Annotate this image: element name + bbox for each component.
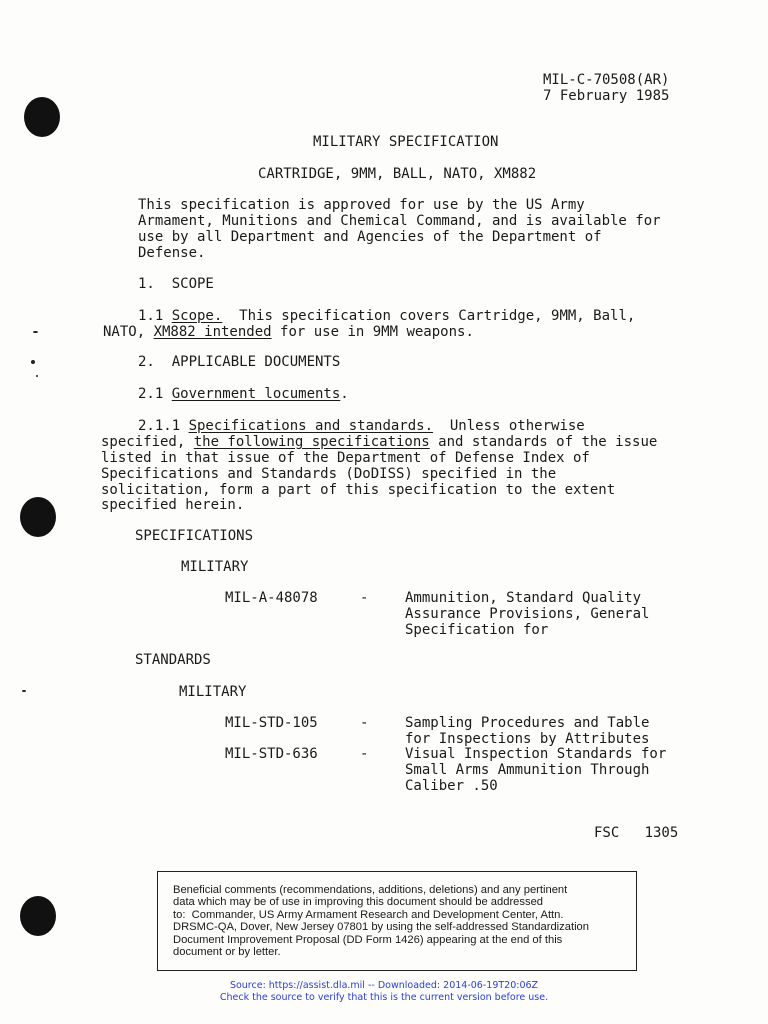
section-2-1-1-line: Specifications and Standards (DoDISS) specified in the (101, 466, 557, 482)
section-2-1-heading (138, 386, 349, 402)
scan-speck (36, 375, 38, 377)
scope-text: This specification covers Cartridge, 9MM, Ball, (222, 308, 636, 324)
scope-text: NATO, (103, 324, 154, 340)
punch-hole-bottom (20, 896, 56, 936)
notice-line: data which may be of use in improving this document should be addressed (173, 896, 544, 909)
scope-text: for use in 9MM weapons. (271, 324, 474, 340)
reference-title-line: Caliber .50 (405, 778, 498, 794)
section-2-heading: 2. APPLICABLE DOCUMENTS (138, 354, 341, 370)
reference-number: MIL-STD-636 (225, 746, 318, 762)
reference-title-line: Specification for (405, 622, 549, 638)
section-title: Specifications and standards. (188, 418, 434, 434)
intro-line: This specification is approved for use by the US Army (138, 197, 585, 213)
reference-title-line: Ammunition, Standard Quality (405, 590, 642, 606)
notice-line: Document Improvement Proposal (DD Form 1426) appearing at the end of this (173, 933, 563, 946)
notice-line: DRSMC-QA, Dover, New Jersey 07801 by using the self-addressed Standardization (173, 921, 590, 934)
section-2-1-1-line: solicitation, form a part of this specification to the extent (101, 482, 616, 498)
intro-line: Defense. (138, 245, 206, 261)
scope-line-2 (103, 324, 474, 340)
section-text: specified, (101, 434, 194, 450)
reference-title-line: Assurance Provisions, General (405, 606, 650, 622)
scope-number: 1.1 (138, 308, 172, 324)
reference-title-line: Visual Inspection Standards for (405, 746, 667, 762)
standards-heading: STANDARDS (135, 652, 211, 668)
scope-title: Scope. (171, 308, 223, 324)
comments-notice-text (173, 884, 633, 958)
source-verify-line: Check the source to verify that this is the current version before use. (219, 992, 549, 1003)
punch-hole-top (24, 97, 60, 137)
scope-designation: XM882 intended (153, 324, 272, 340)
section-2-1-1-line: listed in that issue of the Department of Defense Index of (101, 450, 590, 466)
section-2-1-1-line: specified herein. (101, 497, 245, 513)
punch-hole-middle (20, 497, 56, 537)
scan-speck (33, 331, 38, 333)
reference-number: MIL-A-48078 (225, 590, 318, 606)
section-1-heading: 1. SCOPE (138, 276, 214, 292)
document-title: MILITARY SPECIFICATION (313, 134, 499, 150)
section-text: and standards of the issue (429, 434, 658, 450)
reference-title-line: for Inspections by Attributes (405, 731, 650, 747)
reference-dash: - (360, 715, 369, 731)
section-number: 2.1 (138, 386, 172, 402)
scope-line-1 (138, 308, 635, 324)
specifications-group: MILITARY (181, 559, 249, 575)
notice-line: document or by letter. (173, 946, 281, 959)
section-2-1-1-line-1 (138, 418, 585, 434)
standards-group: MILITARY (179, 684, 247, 700)
section-number: 2.1.1 (138, 418, 189, 434)
document-subtitle: CARTRIDGE, 9MM, BALL, NATO, XM882 (258, 166, 537, 182)
intro-line: Armament, Munitions and Chemical Command, and is available for (138, 213, 661, 229)
reference-title-line: Small Arms Ammunition Through (405, 762, 650, 778)
source-line: Source: https://assist.dla.mil -- Downloaded: 2014-06-19T20:06Z (229, 980, 539, 991)
section-punct: . (340, 386, 349, 402)
section-title: Government locuments (171, 386, 341, 402)
reference-number: MIL-STD-105 (225, 715, 318, 731)
notice-line: Beneficial comments (recommendations, additions, deletions) and any pertinent (173, 884, 568, 896)
section-text: Unless otherwise (433, 418, 585, 434)
scan-speck (22, 690, 26, 692)
document-date: 7 February 1985 (543, 88, 670, 104)
scan-speck (31, 360, 35, 364)
reference-title-line: Sampling Procedures and Table (405, 715, 650, 731)
specifications-heading: SPECIFICATIONS (135, 528, 254, 544)
reference-dash: - (360, 590, 369, 606)
section-text-underlined: the following specifications (193, 434, 430, 450)
fsc-code: FSC 1305 (594, 825, 679, 841)
document-number: MIL-C-70508(AR) (543, 72, 670, 88)
notice-line: to: Commander, US Army Armament Research and Development Center, Attn. (173, 908, 564, 921)
intro-line: use by all Department and Agencies of the Department of (138, 229, 602, 245)
section-2-1-1-line-2 (101, 434, 657, 450)
reference-dash: - (360, 746, 369, 762)
